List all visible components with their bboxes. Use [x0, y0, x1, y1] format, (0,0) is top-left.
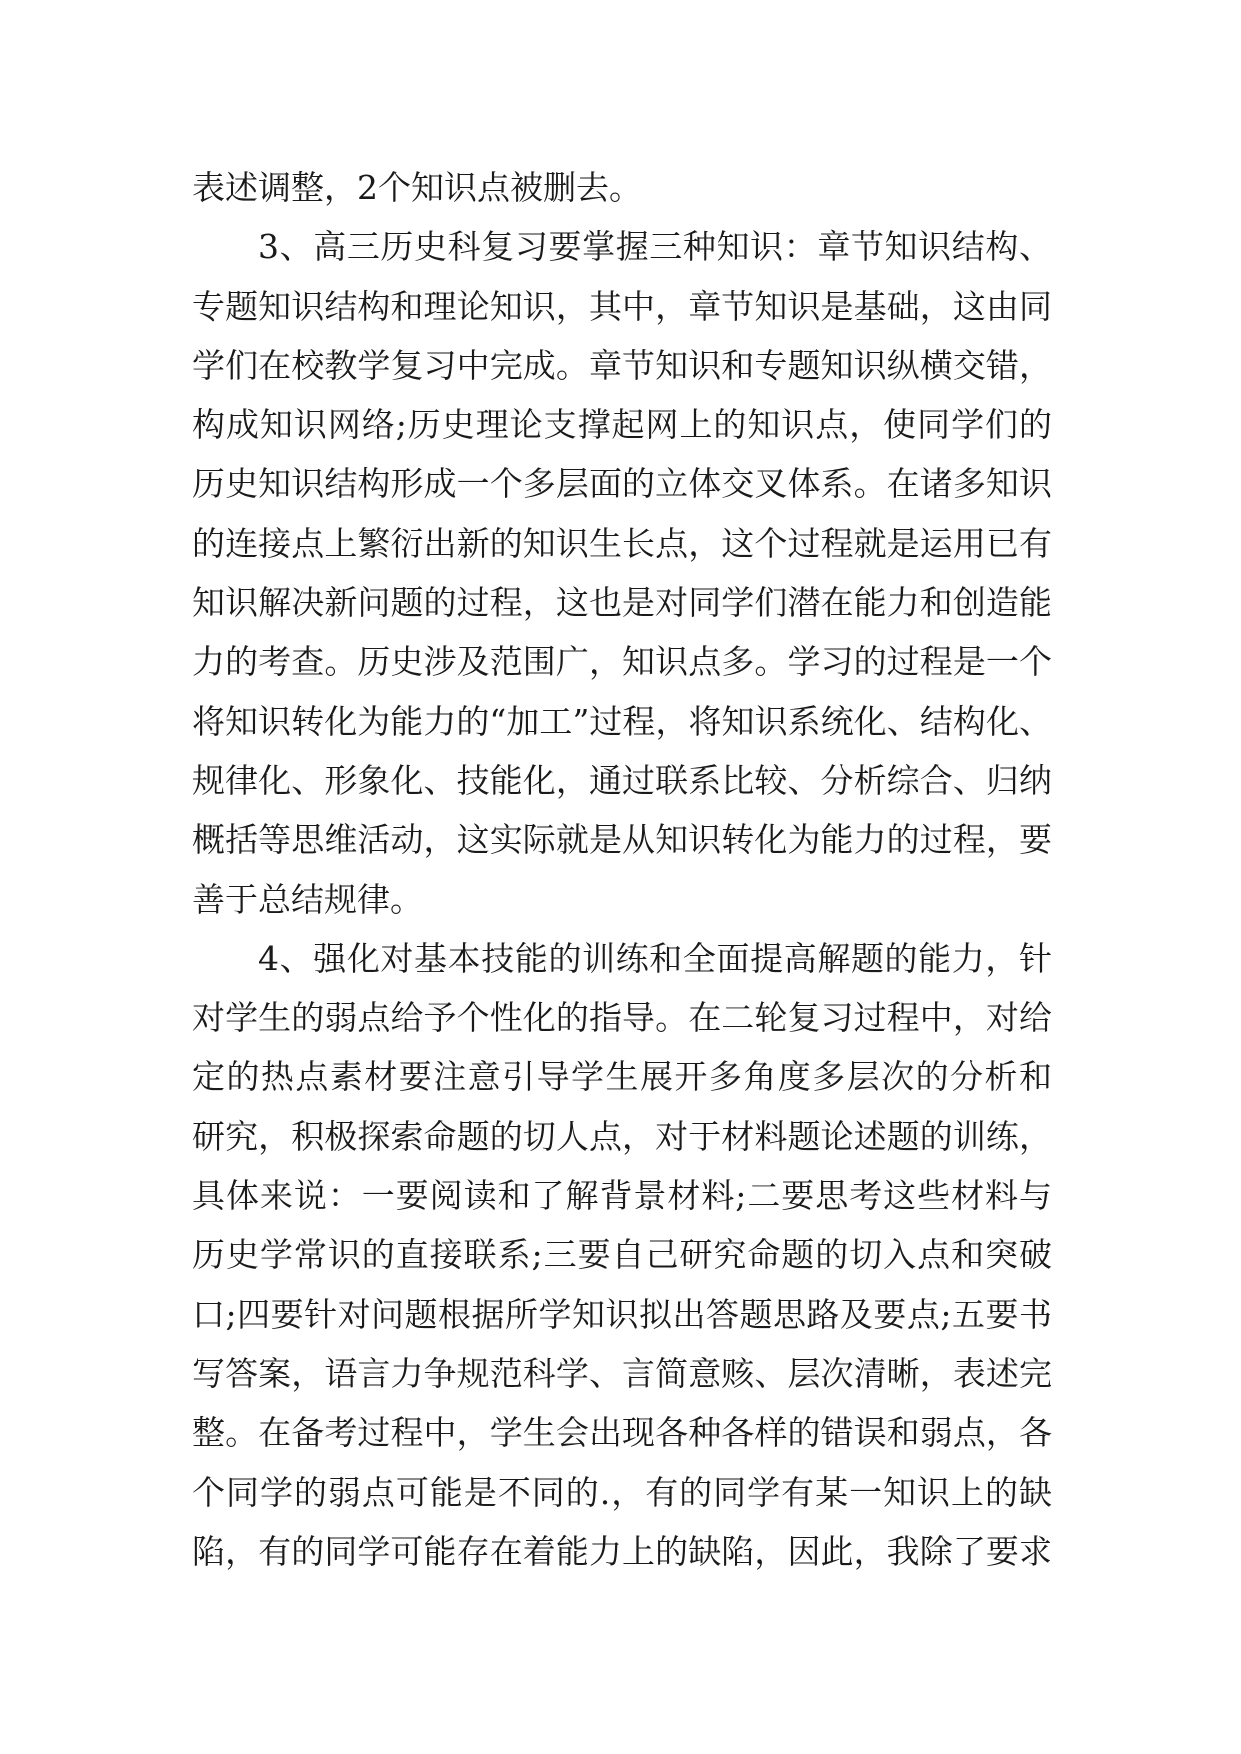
text-line: 的连接点上繁衍出新的知识生长点，这个过程就是运用已有: [192, 523, 1052, 563]
paragraph-4-first-line: 4、强化对基本技能的训练和全面提高解题的能力，针: [258, 938, 1052, 978]
text-line: 将知识转化为能力的“加工”过程，将知识系统化、结构化、: [192, 701, 1052, 741]
text-line: 概括等思维活动，这实际就是从知识转化为能力的过程，要: [192, 820, 1052, 860]
text-line: 专题知识结构和理论知识，其中，章节知识是基础，这由同: [192, 286, 1052, 326]
text-line: 个同学的弱点可能是不同的.，有的同学有某一知识上的缺: [192, 1472, 1052, 1512]
text-line: 整。在备考过程中，学生会出现各种各样的错误和弱点，各: [192, 1413, 1052, 1453]
text-line: 对学生的弱点给予个性化的指导。在二轮复习过程中，对给: [192, 998, 1052, 1038]
text-line: 历史学常识的直接联系;三要自己研究命题的切入点和突破: [192, 1235, 1052, 1275]
text-line: 历史知识结构形成一个多层面的立体交叉体系。在诸多知识: [192, 464, 1052, 504]
text-line: 定的热点素材要注意引导学生展开多角度多层次的分析和: [192, 1057, 1052, 1097]
text-line: 规律化、形象化、技能化，通过联系比较、分析综合、归纳: [192, 760, 1052, 800]
text-line: 力的考查。历史涉及范围广，知识点多。学习的过程是一个: [192, 642, 1052, 682]
paragraph-3-first-line: 3、高三历史科复习要掌握三种知识：章节知识结构、: [258, 227, 1052, 267]
text-line: 陷，有的同学可能存在着能力上的缺陷，因此，我除了要求: [192, 1531, 1052, 1571]
text-line: 口;四要针对问题根据所学知识拟出答题思路及要点;五要书: [192, 1294, 1052, 1334]
text-line: 知识解决新问题的过程，这也是对同学们潜在能力和创造能: [192, 583, 1052, 623]
text-line: 研究，积极探索命题的切人点，对于材料题论述题的训练，: [192, 1116, 1052, 1156]
text-line: 具体来说：一要阅读和了解背景材料;二要思考这些材料与: [192, 1176, 1052, 1216]
text-line: 写答案，语言力争规范科学、言简意赅、层次清晰，表述完: [192, 1353, 1052, 1393]
text-line: 表述调整，2个知识点被删去。: [192, 168, 642, 207]
text-line: 善于总结规律。: [192, 879, 423, 919]
text-line: 构成知识网络;历史理论支撑起网上的知识点，使同学们的: [192, 405, 1052, 445]
body-text: [192, 158, 1052, 1581]
text-line: 学们在校教学复习中完成。章节知识和专题知识纵横交错，: [192, 345, 1052, 385]
